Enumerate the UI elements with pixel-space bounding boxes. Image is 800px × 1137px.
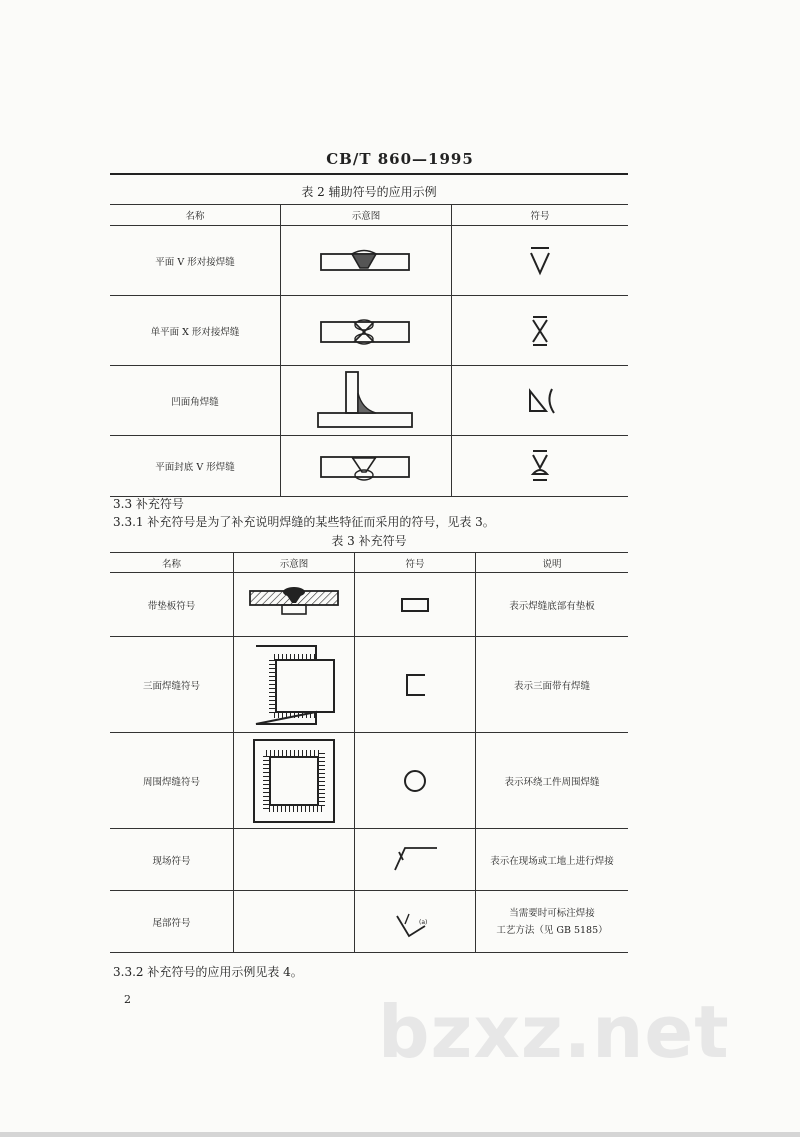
section-3-3-heading: 3.3 补充符号 [113, 497, 184, 511]
para-3-3-2: 3.3.2 补充符号的应用示例见表 4。 [113, 965, 303, 979]
table3-col-symbol: 符号 [355, 553, 476, 573]
all-around-symbol [355, 733, 476, 829]
backing-strip-diagram [234, 573, 355, 637]
scan-edge [0, 1132, 800, 1137]
table2-row-name: 平面封底 V 形焊缝 [110, 436, 281, 497]
table3-row-name: 三面焊缝符号 [110, 637, 234, 733]
three-side-weld-diagram [234, 637, 355, 733]
butt-weld-diagram [281, 226, 452, 296]
table2-col-symbol: 符号 [452, 205, 629, 226]
table2-col-name: 名称 [110, 205, 281, 226]
para-3-3-1: 3.3.1 补充符号是为了补充说明焊缝的某些特征而采用的符号，见表 3。 [113, 515, 495, 529]
x-butt-weld-diagram [281, 296, 452, 366]
header-rule [110, 173, 628, 175]
table2-row-name: 凹面角焊缝 [110, 366, 281, 436]
table2-caption: 表 2 辅助符号的应用示例 [301, 185, 437, 199]
table3-row-desc: 表示焊缝底部有垫板 [476, 573, 629, 637]
three-side-symbol [355, 637, 476, 733]
site-weld-symbol [355, 829, 476, 891]
standard-header: CB/T 860—1995 [326, 150, 474, 168]
table2 [110, 204, 628, 497]
all-around-weld-diagram [234, 733, 355, 829]
tail-symbol [355, 891, 476, 953]
table3-row-desc: 表示在现场或工地上进行焊接 [476, 829, 629, 891]
flat-v-symbol [452, 226, 629, 296]
site-weld-diagram-empty [234, 829, 355, 891]
tail-desc [476, 891, 629, 953]
table3 [110, 552, 628, 953]
table3-row-name: 现场符号 [110, 829, 234, 891]
table3-row-name: 尾部符号 [110, 891, 234, 953]
tail-diagram-empty [234, 891, 355, 953]
table2-row-name: 平面 V 形对接焊缝 [110, 226, 281, 296]
backing-strip-symbol [355, 573, 476, 637]
table3-caption: 表 3 补充符号 [331, 534, 407, 548]
flat-x-symbol [452, 296, 629, 366]
concave-fillet-symbol [452, 366, 629, 436]
table3-row-name: 带垫板符号 [110, 573, 234, 637]
flat-backing-symbol [452, 436, 629, 497]
tail-symbol-label: (a) [419, 918, 428, 926]
tail-desc-line2: 工艺方法（见 GB 5185） [496, 924, 608, 936]
table3-row-desc: 表示三面带有焊缝 [476, 637, 629, 733]
concave-fillet-diagram [281, 366, 452, 436]
backing-v-weld-diagram [281, 436, 452, 497]
table3-row-name: 周围焊缝符号 [110, 733, 234, 829]
table3-col-name: 名称 [110, 553, 234, 573]
table2-col-diagram: 示意图 [281, 205, 452, 226]
watermark: bzxz.net [378, 990, 730, 1074]
page-number: 2 [124, 993, 131, 1006]
table3-col-diagram: 示意图 [234, 553, 355, 573]
table3-row-desc: 表示环绕工件周围焊缝 [476, 733, 629, 829]
table2-row-name: 单平面 X 形对接焊缝 [110, 296, 281, 366]
tail-desc-line1: 当需要时可标注焊接 [509, 907, 595, 919]
table3-col-desc: 说明 [476, 553, 629, 573]
